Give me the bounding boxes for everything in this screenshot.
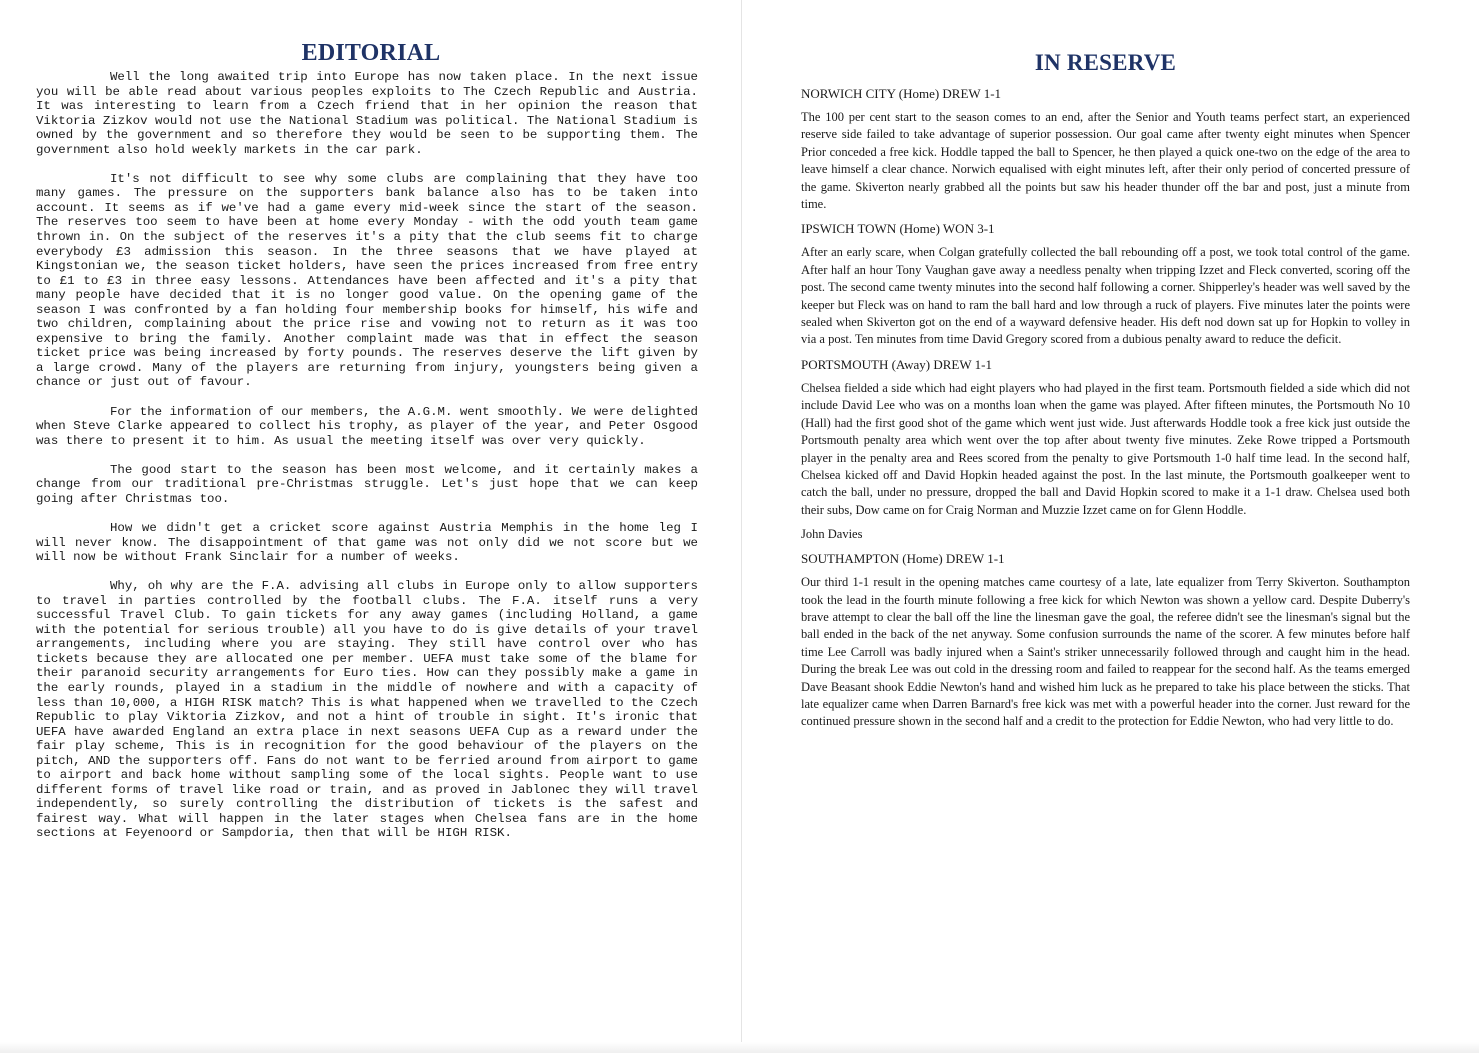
match-report-norwich: [801, 85, 1410, 213]
in-reserve-title: IN RESERVE: [1034, 50, 1177, 75]
match-report-text: Chelsea fielded a side which had eight players who had played in the first team. Portsmouth fielded a side which did not include David Lee who was on a months loan when the game was played. After fifteen minutes, the Portsmouth No 10 (Hall) had the first good shot of the game which went just wide. Just afterwards Hoddle took a free kick just outside the Portsmouth penalty area which went over the top after about twenty five minutes. Zeke Rowe tripped a Portsmouth player in the penalty area and Rees scored from the penalty to give Portsmouth 1-0 half time lead. In the second half, Chelsea kicked off and David Hopkin headed against the post. In the last minute, the Portsmouth goalkeeper went to catch the ball, under no pressure, dropped the ball and David Hopkin scored to make it a 1-1 draw. Chelsea used both their subs, Dow came on for Craig Norman and Muzzie Izzet came on for Glenn Hoddle.: [801, 380, 1410, 517]
editorial-title: EDITORIAL: [301, 40, 441, 66]
match-heading: SOUTHAMPTON (Home) DREW 1-1: [801, 551, 1005, 567]
match-report-southampton: [801, 550, 1410, 731]
editorial-paragraph: The good start to the season has been most welcome, and it certainly makes a change from our traditional pre-Christmas struggle. Let's just hope that we can keep going after Christmas too.: [36, 462, 698, 506]
page-fold: [741, 0, 742, 1053]
match-heading: NORWICH CITY (Home) DREW 1-1: [801, 86, 1002, 101]
match-report-text: After an early scare, when Colgan gratefully collected the ball rebounding off a post, we took total control of the game. After half an hour Tony Vaughan gave away a needless penalty when tripping Izzet and Fleck converted, scoring off the post. The second came twenty minutes into the second half following a corner. Shipperley's header was well saved by the keeper but Fleck was on hand to ram the ball hard and low through a ruck of players. Five minutes later the points were sealed when Skiverton got on the end of a wayward defensive header. His deft nod down sat up for Hopkin to volley in via a post. Ten minutes from time David Gregory scored from a dubious penalty award to reduce the deficit.: [801, 245, 1410, 347]
match-heading: PORTSMOUTH (Away) DREW 1-1: [801, 356, 992, 372]
editorial-paragraph: For the information of our members, the A.G.M. went smoothly. We were delighted when Steve Clarke appeared to collect his trophy, as player of the year, and Peter Osgood was there to present it to him. As usual the meeting itself was over very quickly.: [36, 404, 698, 448]
match-report-text: Our third 1-1 result in the opening matches came courtesy of a late, late equalizer from Terry Skiverton. Southampton took the lead in the fourth minute following a free kick for which Newton was shown a yellow card. Despite Duberry's brave attempt to clear the ball off the line the linesman gave the goal, the referee didn't see the linesman's signal but the ball ended in the back of the net anyway. Some confusion surrounds the name of the scorer. A few minutes before half time Lee Carroll was badly injured when a Saint's striker unnecessarily followed through and caught him in the head. During the break Lee was out cold in the dressing room and failed to reappear for the second half. As the teams emerged Dave Beasant shook Eddie Newton's hand and wished him luck as he prepared to take his place between the sticks. That late equalizer came when Darren Barnard's free kick was met with a powerful header into the corner. Just reward for the continued pressure shown in the second half and a credit to the protection for Eddie Newton, who had very little to do.: [801, 575, 1410, 729]
report-author: John Davies: [801, 527, 863, 542]
match-report-portsmouth: [801, 356, 1410, 543]
in-reserve-page: [801, 50, 1410, 738]
editorial-page: [36, 40, 698, 856]
editorial-paragraph: Why, oh why are the F.A. advising all clubs in Europe only to allow supporters to travel in parties controlled by the football clubs. The F.A. itself runs a very successful Travel Club. To gain tickets for any away games (including Holland, a game with the potential for serious trouble) all you have to do is give details of your travel arrangements, including where you are staying. They still have control over who has tickets because they are allocated one per member. UEFA must take some of the blame for their paranoid security arrangements for Euro ties. How can they possibly make a game in the early rounds, played in a stadium in the middle of nowhere and with a capacity of less than 10,000, a HIGH RISK match? This is what happened when we travelled to the Czech Republic to play Viktoria Zizkov, and not a hint of trouble in sight. It's ironic that UEFA have awarded England an extra place in next seasons UEFA Cup as a reward under the fair play scheme, This is in recognition for the good behaviour of the players on the pitch, AND the supporters off. Fans do not want to be ferried around from airport to game to airport and back home without sampling some of the local sights. People want to use different forms of travel like road or train, and as proved in Jablonec they will travel independently, so surely controlling the distribution of tickets is the safest and fairest way. What will happen in the later stages when Chelsea fans are in the home sections at Feyenoord or Sampdoria, then that will be HIGH RISK.: [36, 579, 698, 841]
editorial-paragraph: It's not difficult to see why some clubs are complaining that they have too many games. The pressure on the supporters bank balance also has to be taken into account. It seems as if we've had a game every mid-week since the start of the season. The reserves too seem to have been at home every Monday - with the odd youth team game thrown in. On the subject of the reserves it's a pity that the club seems fit to charge everybody £3 admission this season. In the three seasons that we have played at Kingstonian we, the season ticket holders, have seen the prices increased from free entry to £1 to £3 in three easy lessons. Attendances have been affected and it's a pity that many people have decided that it is no longer good value. On the opening game of the season I was confronted by a fan holding four membership books for himself, his wife and two children, complaining about the price rise and vowing not to return as it was too expensive to bring the family. Another complaint made was that in effect the season ticket price was being increased by forty pounds. The reserves deserve the lift given by a large crowd. Many of the players are returning from injury, youngsters being given a chance or just out of favour.: [36, 171, 698, 390]
editorial-paragraph: How we didn't get a cricket score against Austria Memphis in the home leg I will never know. The disappointment of that game was not only did we not score but we will now be without Frank Sinclair for a number of weeks.: [36, 520, 698, 565]
editorial-paragraph: Well the long awaited trip into Europe has now taken place. In the next issue you will be able read about various peoples exploits to The Czech Republic and Austria. It was interesting to learn from a Czech friend that in her opinion the reason that Viktoria Zizkov would not use the National Stadium was political. The National Stadium is owned by the government and so therefore they would be seen to be supporting them. The government also hold weekly markets in the car park.: [36, 70, 698, 157]
match-report-ipswich: [801, 220, 1410, 348]
page-bottom-edge: [0, 1042, 1479, 1053]
match-heading: IPSWICH TOWN (Home) WON 3-1: [801, 221, 995, 237]
match-report-text: The 100 per cent start to the season comes to an end, after the Senior and Youth teams perfect start, an experienced reserve side failed to take advantage of superior possession. Our goal came after twenty eight minutes when Spencer Prior conceded a free kick. Hoddle tapped the ball to Spencer, he then played a quick one-two on the edge of the area to leave himself a clear chance. Norwich equalised with eight minutes left, after their only period of concerted pressure of the game. Skiverton nearly grabbed all the points but saw his header thunder off the bar and post, just a minute from time.: [801, 110, 1410, 212]
